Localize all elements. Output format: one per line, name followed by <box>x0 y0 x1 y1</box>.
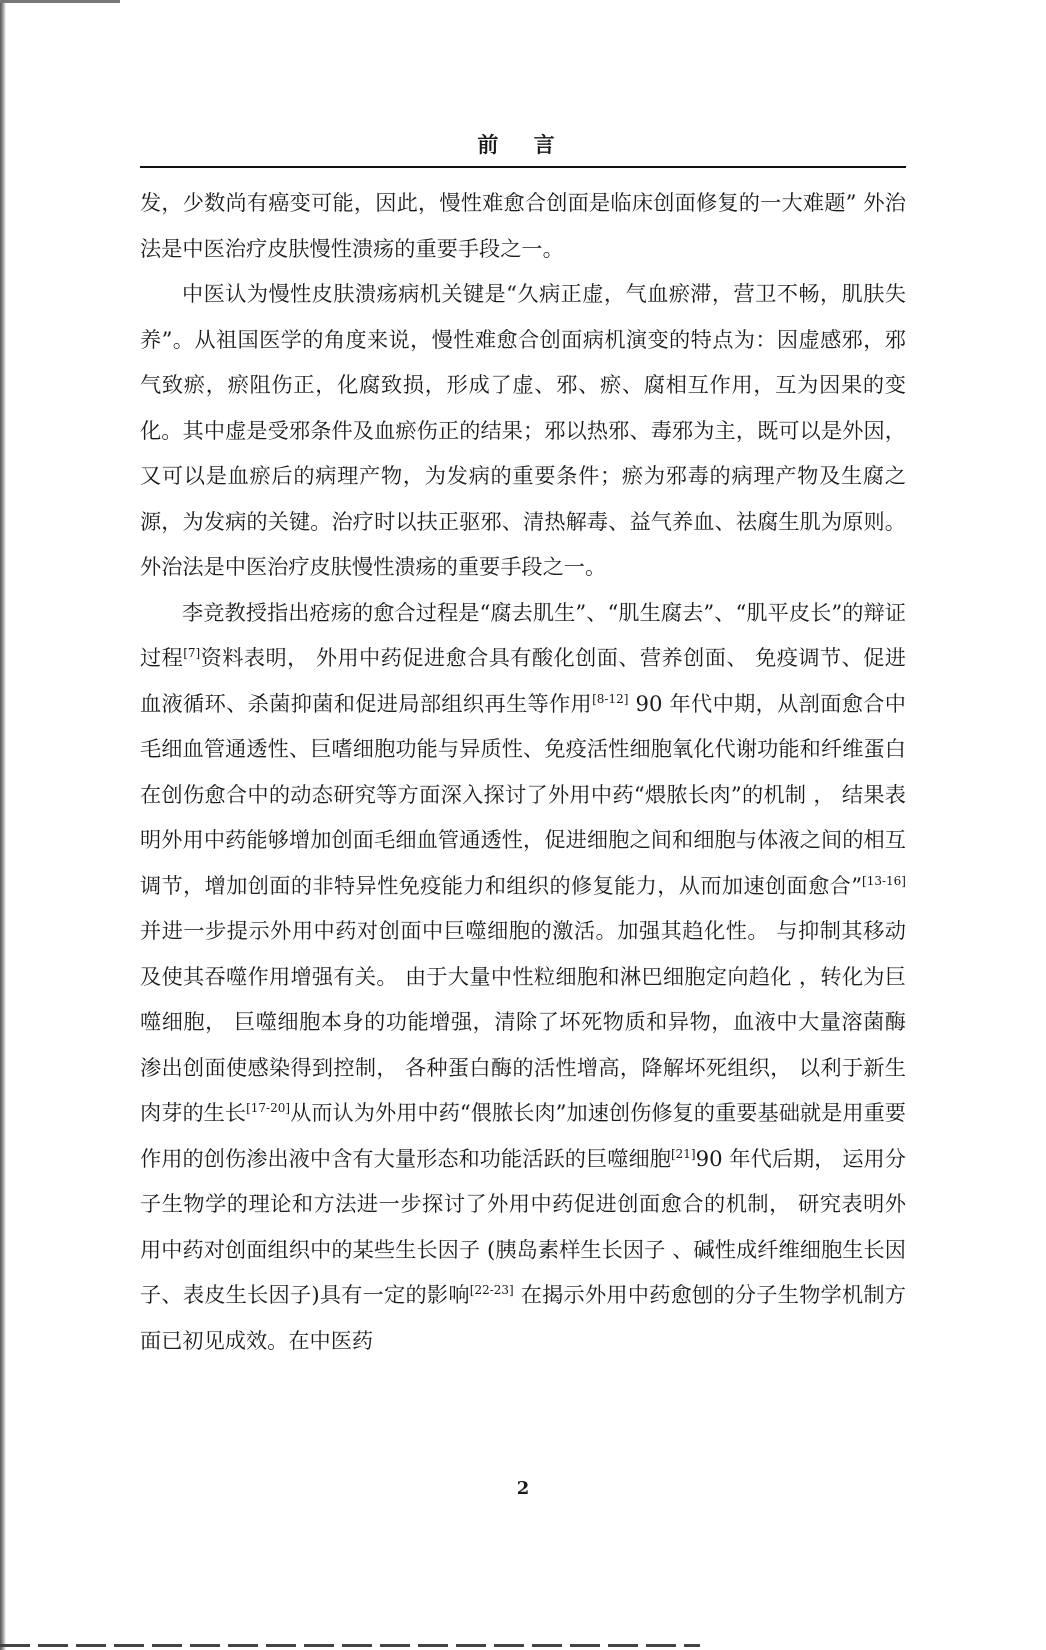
page-number: 2 <box>516 1478 530 1499</box>
citation-marker: [17-20] <box>246 1100 291 1115</box>
header-title: 前 言 <box>477 132 569 157</box>
citation-marker: [22-23] <box>469 1282 514 1297</box>
scan-edge-bottom <box>0 1644 700 1647</box>
text-run: 并进一步提示外用中药对创面中巨噬细胞的激活。加强其趋化性。 与抑制其移动及使其吞噬作用增强有关。 由于大量中性粒细胞和淋巴细胞定向趋化 ，转化为巨噬细胞， 巨噬细胞本身的功能增强，清除了坏死物质和异物，血液中大量溶菌酶渗出创面使感染得到控制， 各种蛋白酶的活性增高，降解坏死组织， 以利于新生肉芽的生长 <box>140 918 906 1125</box>
citation-marker: [8-12] <box>592 691 629 706</box>
text-run: 资料表明， 外用中药促进愈合具有酸化创面、营养创面、 免疫调节、促进血液循环、杀菌抑菌和促进局部组织再生等作用 <box>140 645 906 716</box>
scan-edge-top <box>0 0 120 3</box>
paragraph <box>140 180 906 271</box>
citation-marker: [7] <box>183 645 201 660</box>
citation-marker: [21] <box>670 1146 696 1161</box>
paragraph <box>140 271 906 590</box>
text-run: 90 年代后期， 运用分子生物学的理论和方法进一步探讨了外用中药促进创面愈合的机制， 研究表明外用中药对创面组织中的某些生长因子 (胰岛素样生长因子 、碱性成纤维细胞生长因子、表皮生长因子)具有一定的影响 <box>140 1145 906 1307</box>
text-run: 90 年代中期，从剖面愈合中毛细血管通透性、巨嗜细胞功能与异质性、免疫活性细胞氧化代谢功能和纤维蛋白在创伤愈合中的动态研究等方面深入探讨了外用中药“煨脓长肉”的机制 ， 结果表明外用中药能够增加创面毛细血管通透性，促进细胞之间和细胞与体液之间的相互调节，增加创面的非特异性免疫能力和组织的修复能力，从而加速创面愈合” <box>140 690 906 898</box>
text-run: 在揭示外用中药愈刨的分子生物学机制方面已初见成效。在中医药 <box>140 1282 906 1353</box>
running-header <box>140 132 906 158</box>
paragraph <box>140 590 906 1364</box>
header-rule <box>140 166 906 168</box>
body-text <box>140 180 906 1363</box>
citation-marker: [13-16] <box>862 873 906 888</box>
text-run: 发，少数尚有癌变可能，因此，慢性难愈合创面是临床创面修复的一大难题” 外治法是中医治疗皮肤慢性溃疡的重要手段之一。 <box>140 190 906 261</box>
scan-edge-left <box>0 0 6 1650</box>
text-run: 中医认为慢性皮肤溃疡病机关键是“久病正虚，气血瘀滞，营卫不畅，肌肤失养”。从祖国医学的角度来说，慢性难愈合创面病机演变的特点为：因虚感邪，邪气致瘀，瘀阻伤正，化腐致损，形成了虚、邪、瘀、腐相互作用，互为因果的变化。其中虚是受邪条件及血瘀伤正的结果；邪以热邪、毒邪为主，既可以是外因，又可以是血瘀后的病理产物，为发病的重要条件；瘀为邪毒的病理产物及生腐之源，为发病的关键。治疗时以扶正驱邪、清热解毒、益气养血、祛腐生肌为原则。外治法是中医治疗皮肤慢性溃疡的重要手段之一。 <box>140 281 906 579</box>
text-run: 李竞教授指出疮疡的愈合过程是“腐去肌生”、“肌生腐去”、“肌平皮长”的辩证过程 <box>140 599 906 670</box>
text-run: 从而认为外用中药“偎脓长肉”加速创伤修复的重要基础就是用重要作用的创伤渗出液中含有大量形态和功能活跃的巨噬细胞 <box>140 1100 906 1171</box>
